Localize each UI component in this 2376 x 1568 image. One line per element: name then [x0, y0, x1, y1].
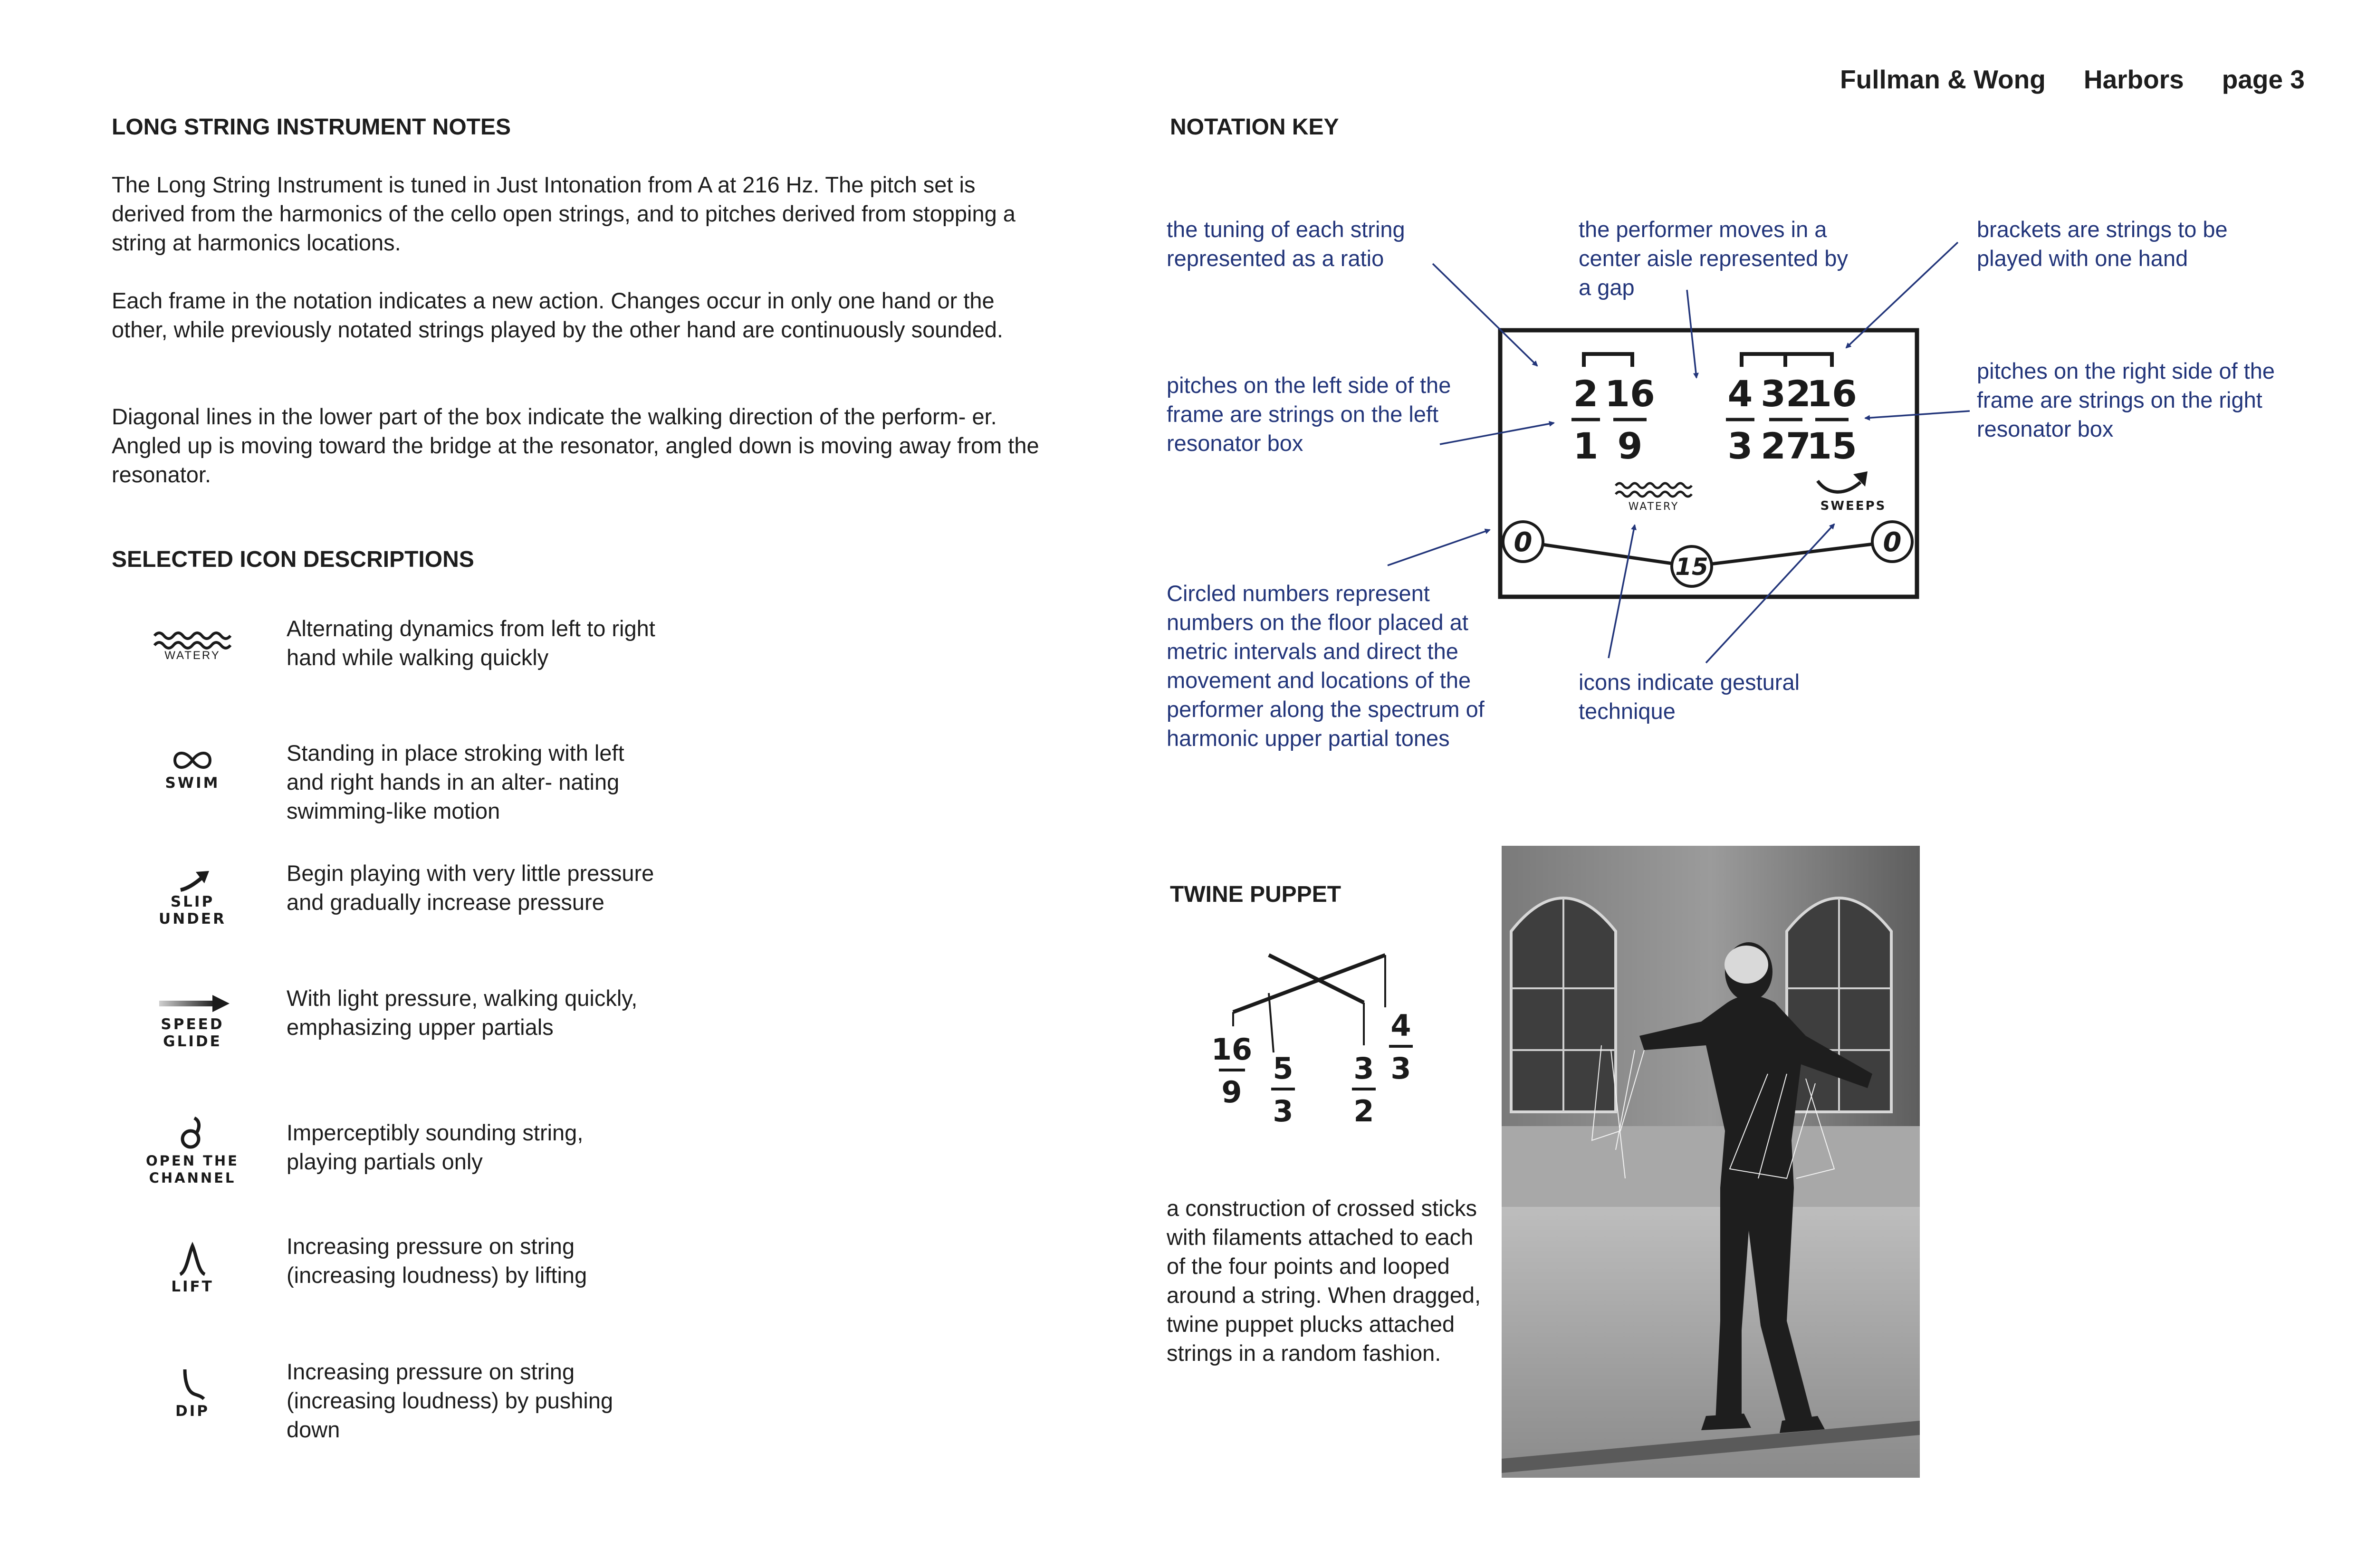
icon-dip [135, 1365, 249, 1455]
puppet-ratio-1-den: 9 [1221, 1075, 1242, 1109]
left-ratio-2-num: 16 [1605, 373, 1655, 415]
dip-label: DIP [175, 1403, 210, 1420]
puppet-ratio-2-num: 5 [1273, 1051, 1293, 1086]
puppet-ratios [1211, 1008, 1411, 1128]
frame-sweeps-icon [1818, 471, 1886, 513]
open-label-line2: CHANNEL [149, 1170, 236, 1186]
icon-lift-description: Increasing pressure on string (increasing loudness) by lifting [287, 1233, 587, 1288]
left-ratio-1-den: 1 [1573, 425, 1599, 467]
twine-puppet-photo [1502, 846, 1920, 1478]
annotation-tuning: the tuning of each string represented as a ratio [1167, 217, 1405, 271]
puppet-ratio-4-num: 4 [1390, 1008, 1411, 1043]
annotation-circled-numbers: Circled numbers represent numbers on the floor placed at metric intervals and direct the movement and locations of the performer along the spectrum of harmonic upper partial tones [1167, 581, 1485, 751]
header-title: Harbors [2083, 65, 2184, 94]
frame-watery-icon [1616, 483, 1692, 513]
frame-watery-label: WATERY [1628, 501, 1679, 513]
notes-paragraph-1: The Long String Instrument is tuned in Just Intonation from A at 216 Hz. The pitch set is derived from the harmonics of the cello open strings, and to pitches derived from stopping a string at harmonics locations. [112, 172, 1016, 255]
slip-label-line2: UNDER [159, 910, 226, 927]
twine-puppet-diagram [1198, 941, 1445, 1140]
swim-label: SWIM [165, 774, 220, 792]
icon-open-the-channel-description: Imperceptibly sounding string, playing partials only [287, 1120, 584, 1174]
icon-watery [135, 627, 249, 717]
puppet-ratio-4-den: 3 [1390, 1051, 1411, 1086]
crossed-sticks [1233, 955, 1385, 1012]
notes-paragraph-2: Each frame in the notation indicates a new action. Changes occur in only one hand or the other, while previously notated strings played by the other hand are continuously sounded. [112, 288, 1003, 342]
open-label-line1: OPEN THE [146, 1153, 239, 1169]
icons-heading: SELECTED ICON DESCRIPTIONS [112, 547, 474, 572]
notes-heading: LONG STRING INSTRUMENT NOTES [112, 115, 511, 140]
floor-circles [1503, 522, 1912, 586]
slip-arrow-icon [166, 867, 219, 893]
loop-icon [173, 1114, 211, 1152]
floor-circle-middle: 15 [1675, 553, 1708, 581]
notes-paragraph-3: Diagonal lines in the lower part of the box indicate the walking direction of the perform- er. Angled up is moving toward the bridge at the resonator, angled down is moving away from the resonator. [112, 404, 1039, 487]
right-ratio-3-den: 15 [1807, 425, 1857, 467]
icon-lift [135, 1240, 249, 1330]
left-ratio-1-num: 2 [1573, 373, 1599, 415]
right-ratio-1-den: 3 [1727, 425, 1753, 467]
right-ratio-1-num: 4 [1727, 373, 1753, 415]
header-authors: Fullman & Wong [1840, 65, 2046, 94]
icon-slip-under-description: Begin playing with very little pressure and gradually increase pressure [287, 860, 654, 915]
twine-puppet-heading: TWINE PUPPET [1170, 882, 1341, 907]
right-ratio-3-num: 16 [1807, 373, 1857, 415]
dip-curve-icon [173, 1365, 211, 1403]
watery-label: WATERY [164, 649, 220, 662]
string-brackets [1584, 354, 1832, 367]
annotation-aisle: the performer moves in a center aisle represented by a gap [1579, 217, 1848, 300]
performer-photo-illustration [1502, 846, 1920, 1478]
speed-label-line1: SPEED [161, 1016, 224, 1033]
infinity-icon [171, 746, 214, 774]
page-header [1840, 64, 2305, 95]
lift-curve-icon [173, 1240, 211, 1278]
left-ratio-2-den: 9 [1617, 425, 1643, 467]
annotation-icons: icons indicate gestural technique [1579, 669, 1800, 724]
floor-circle-left: 0 [1514, 527, 1533, 558]
slip-label-line1: SLIP [170, 893, 215, 910]
icon-watery-description: Alternating dynamics from left to right hand while walking quickly [287, 616, 655, 670]
icon-swim [135, 746, 249, 836]
speed-label-line2: GLIDE [163, 1033, 222, 1050]
annotation-brackets: brackets are strings to be played with one hand [1977, 217, 2228, 271]
header-page-number: page 3 [2222, 65, 2305, 94]
frame-sweeps-label: SWEEPS [1820, 499, 1887, 513]
notation-key-heading: NOTATION KEY [1170, 115, 1339, 140]
annotation-arrows [1388, 242, 1970, 663]
puppet-ratio-2-den: 3 [1273, 1094, 1293, 1128]
icon-slip-under [135, 867, 249, 957]
puppet-ratio-1-num: 16 [1211, 1032, 1253, 1067]
icon-speed-glide [135, 992, 249, 1082]
icon-open-the-channel [135, 1114, 249, 1205]
puppet-ratio-3-num: 3 [1353, 1051, 1374, 1086]
right-ratio-2-den: 27 [1761, 425, 1811, 467]
puppet-ratio-3-den: 2 [1353, 1094, 1374, 1128]
icon-dip-description: Increasing pressure on string (increasing loudness) by pushing down [287, 1359, 613, 1442]
speed-arrow-icon [150, 992, 235, 1016]
icon-swim-description: Standing in place stroking with left and right hands in an alter- nating swimming-like motion [287, 740, 624, 823]
icon-speed-glide-description: With light pressure, walking quickly, emphasizing upper partials [287, 985, 638, 1040]
right-ratio-2-num: 32 [1761, 373, 1811, 415]
lift-label: LIFT [171, 1278, 214, 1295]
annotation-right-pitches: pitches on the right side of the frame are strings on the right resonator box [1977, 358, 2275, 441]
notation-frame-diagram [1140, 190, 2328, 784]
twine-puppet-description: a construction of crossed sticks with filaments attached to each of the four points and looped around a string. When dragged, twine puppet plucks attached strings in a random fashion. [1167, 1195, 1481, 1366]
annotation-left-pitches: pitches on the left side of the frame are strings on the left resonator box [1167, 373, 1451, 456]
floor-circle-right: 0 [1883, 527, 1902, 558]
